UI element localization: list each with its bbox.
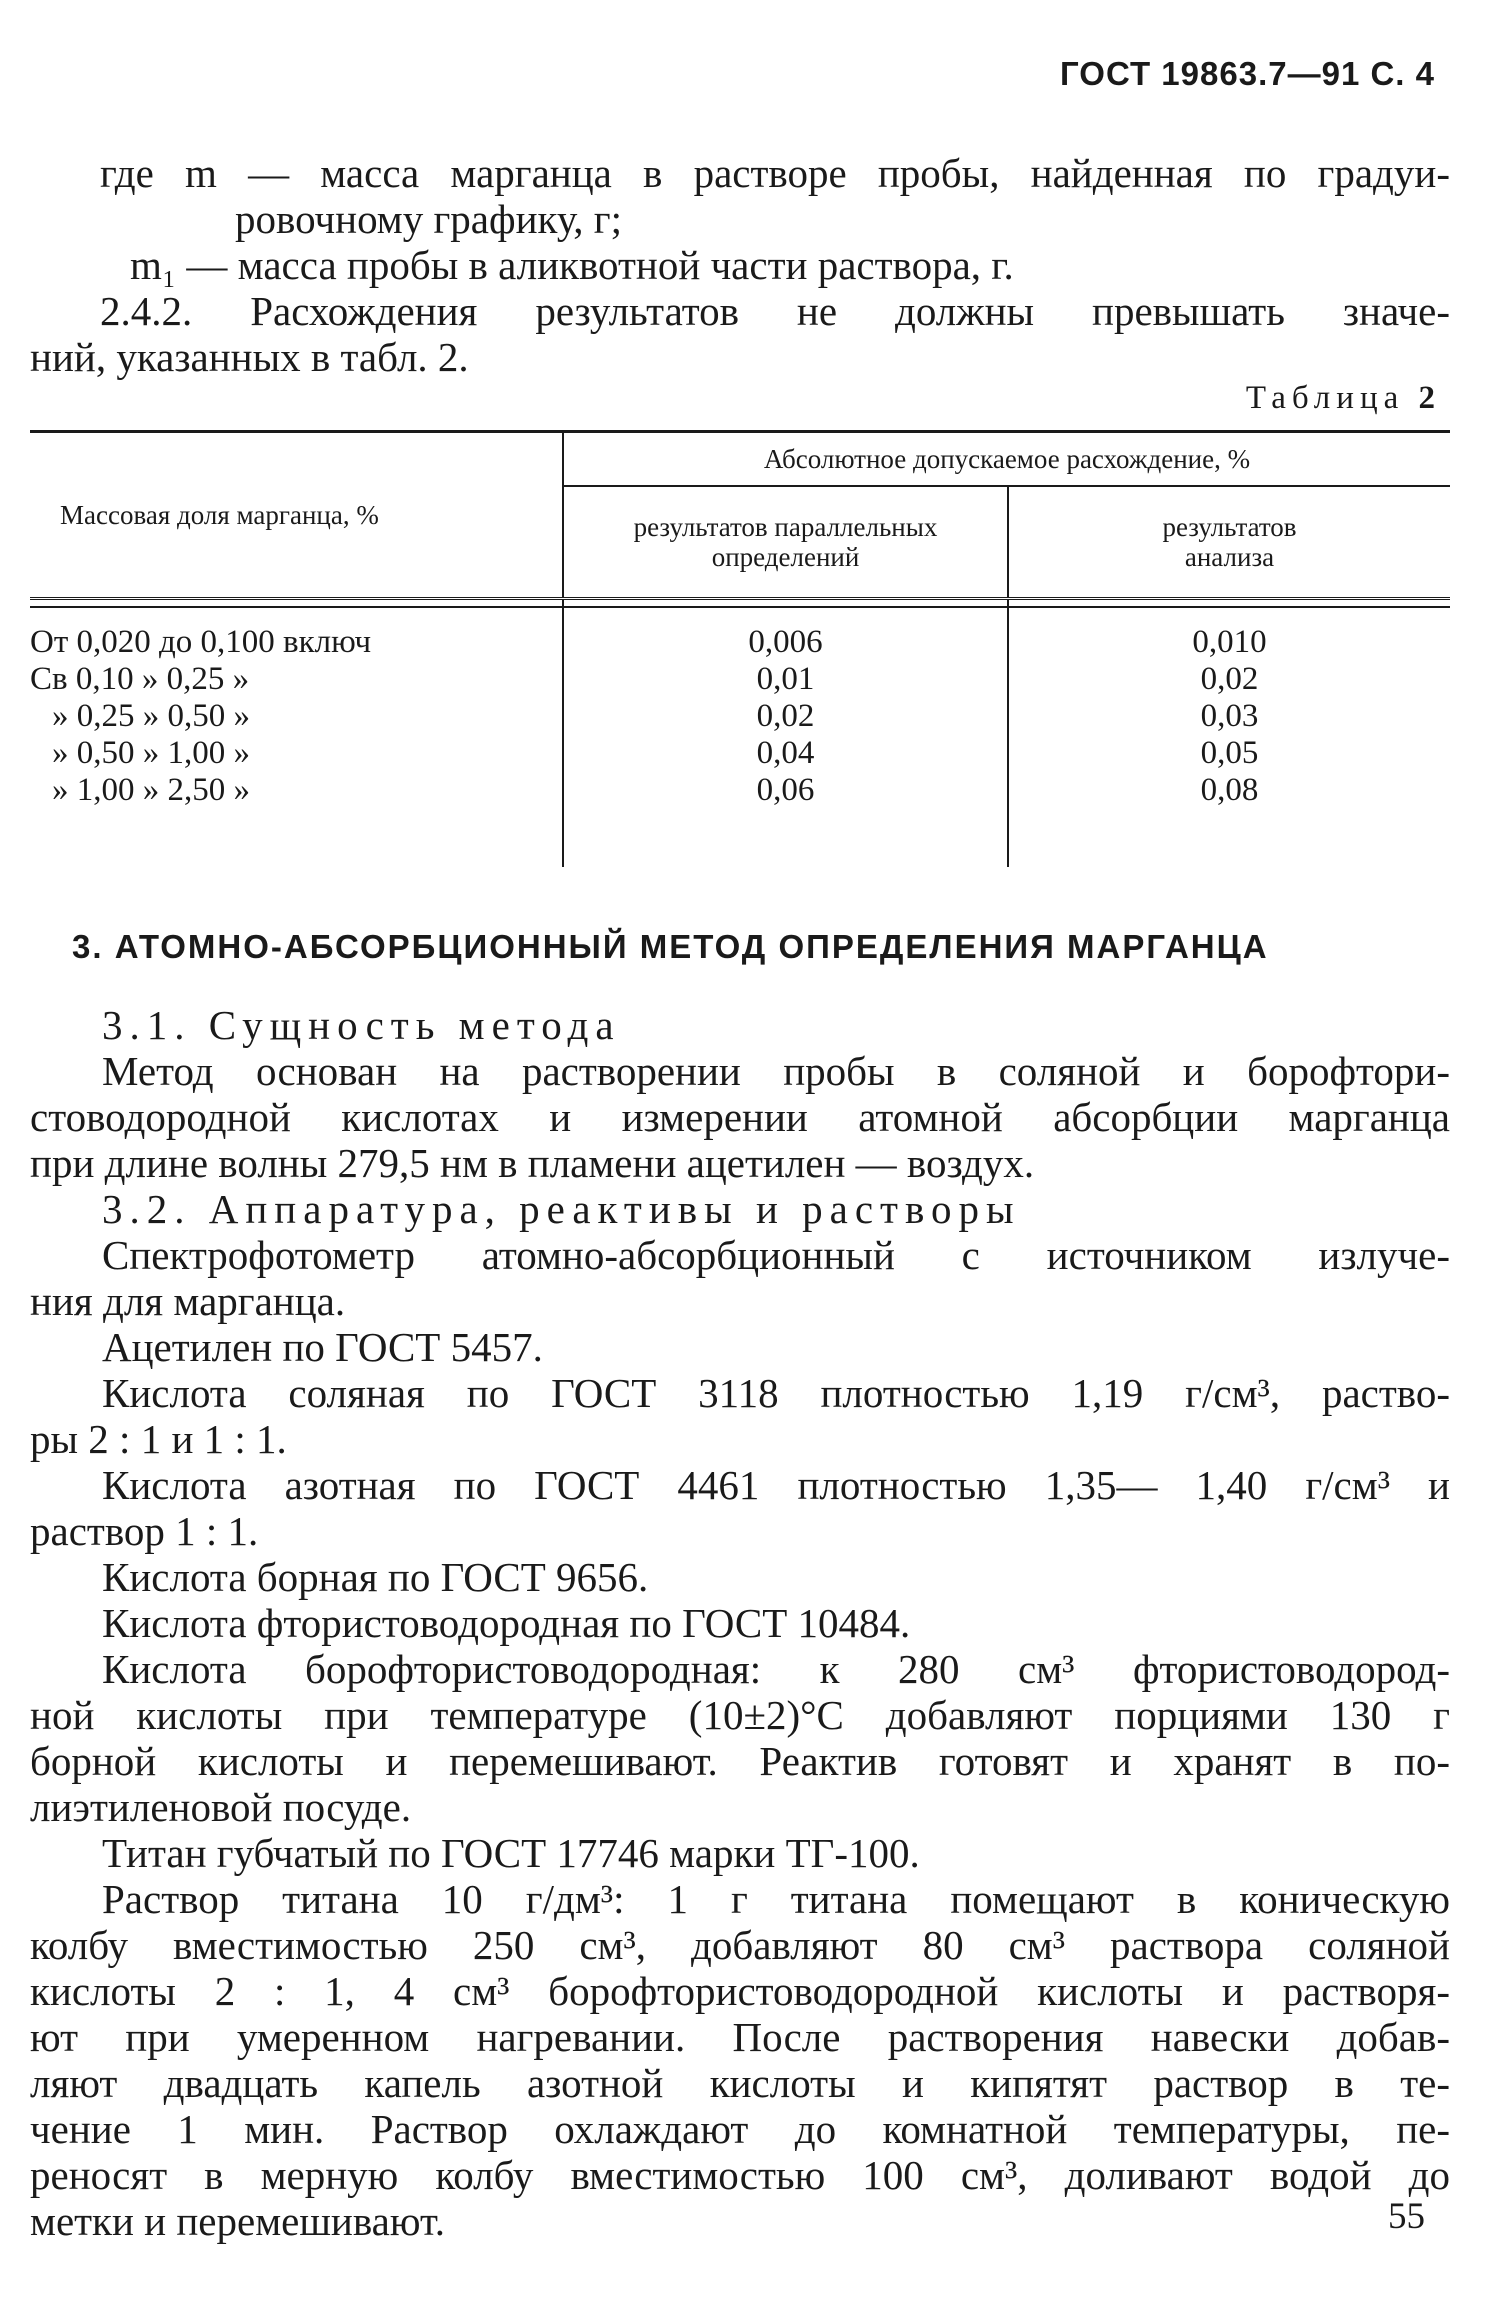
- range-cell: » 0,50 » 1,00 »: [52, 735, 250, 771]
- parallel-cell: 0,02: [563, 698, 1008, 735]
- parallel-cell: 0,04: [563, 735, 1008, 772]
- col-header-line: результатов параллельных: [633, 512, 938, 542]
- text-line: Метод основан на растворении пробы в соляной и борофтори-: [102, 1048, 1450, 1094]
- table-row: [30, 735, 1450, 772]
- col-header-line: результатов: [1162, 512, 1297, 542]
- col-header-mass-fraction: Массовая доля марганца, %: [60, 500, 379, 530]
- text-line: стоводородной кислотах и измерении атомной абсорбции марганца: [30, 1094, 1450, 1140]
- text-line: борной кислоты и перемешивают. Реактив готовят и хранят в по-: [30, 1738, 1450, 1784]
- col-header-line: анализа: [1184, 542, 1275, 572]
- analysis-cell: 0,03: [1008, 698, 1450, 735]
- text-line: ной кислоты при температуре (10±2)°С добавляют порциями 130 г: [30, 1692, 1450, 1738]
- table-row: [30, 624, 1450, 661]
- analysis-cell: 0,02: [1008, 661, 1450, 698]
- table-caption-word: Таблица: [1245, 380, 1405, 416]
- text-line: реносят в мерную колбу вместимостью 100 см³, доливают водой до: [30, 2152, 1450, 2198]
- range-cell: От 0,020 до 0,100 включ: [30, 624, 372, 660]
- parallel-cell: 0,006: [563, 624, 1008, 661]
- parallel-cell: 0,01: [563, 661, 1008, 698]
- text-line: метки и перемешивают.: [30, 2198, 446, 2244]
- range-cell: Св 0,10 » 0,25 »: [30, 661, 250, 697]
- text-line: Кислота борофтористоводородная: к 280 см³ фтористоводород-: [102, 1646, 1450, 1692]
- text-line: Ацетилен по ГОСТ 5457.: [102, 1324, 543, 1370]
- discrepancy-table: [30, 430, 1450, 867]
- text-line: ры 2 : 1 и 1 : 1.: [30, 1416, 287, 1462]
- text-line: Кислота борная по ГОСТ 9656.: [102, 1554, 649, 1600]
- formula-explanation: [30, 150, 1450, 380]
- range-cell: » 1,00 » 2,50 »: [52, 772, 250, 808]
- text-line: ют при умеренном нагревании. После растворения навески добав-: [30, 2014, 1450, 2060]
- running-header: ГОСТ 19863.7—91 С. 4: [1060, 55, 1435, 92]
- text-line: Кислота азотная по ГОСТ 4461 плотностью 1,35— 1,40 г/см³ и: [102, 1462, 1450, 1508]
- text-line: при длине волны 279,5 нм в пламени ацетилен — воздух.: [30, 1140, 1035, 1186]
- col-header-parallel: [563, 486, 1008, 599]
- text-line: где m — масса марганца в растворе пробы, найденная по градуи-: [100, 150, 1450, 196]
- section-3-title: 3. АТОМНО-АБСОРБЦИОННЫЙ МЕТОД ОПРЕДЕЛЕНИЯ МАРГАНЦА: [72, 928, 1269, 965]
- text-line: Титан губчатый по ГОСТ 17746 марки ТГ-100.: [102, 1830, 920, 1876]
- col-header-line: определений: [711, 542, 860, 572]
- range-cell: » 0,25 » 0,50 »: [52, 698, 250, 734]
- text-line: раствор 1 : 1.: [30, 1508, 259, 1554]
- text-line: 2.4.2. Расхождения результатов не должны превышать значе-: [100, 288, 1450, 334]
- table-row: [30, 661, 1450, 698]
- section-3-body: [30, 1002, 1450, 2244]
- text-line: Кислота фтористоводородная по ГОСТ 10484.: [102, 1600, 911, 1646]
- analysis-cell: 0,05: [1008, 735, 1450, 772]
- text-line: лиэтиленовой посуде.: [30, 1784, 412, 1830]
- table-row: [30, 698, 1450, 735]
- table-caption: [1246, 380, 1435, 417]
- text-line: ния для марганца.: [30, 1278, 346, 1324]
- col-header-analysis: [1008, 486, 1450, 599]
- text-line: ний, указанных в табл. 2.: [30, 334, 469, 380]
- table-caption-number: 2: [1418, 380, 1435, 416]
- text-line: колбу вместимостью 250 см³, добавляют 80 см³ раствора соляной: [30, 1922, 1450, 1968]
- parallel-cell: 0,06: [563, 772, 1008, 809]
- text-line: чение 1 мин. Раствор охлаждают до комнатной температуры, пе-: [30, 2106, 1450, 2152]
- group-header: Абсолютное допускаемое расхождение, %: [563, 432, 1450, 487]
- subsection-3-1-title: 3.1. Сущность метода: [102, 1002, 621, 1048]
- text-line: Кислота соляная по ГОСТ 3118 плотностью 1,19 г/см³, раство-: [102, 1370, 1450, 1416]
- subsection-3-2-title: 3.2. Аппаратура, реактивы и растворы: [102, 1186, 1021, 1232]
- text-line: ровочному графику, г;: [235, 196, 622, 242]
- analysis-cell: 0,08: [1008, 772, 1450, 809]
- analysis-cell: 0,010: [1008, 624, 1450, 661]
- text-line: Спектрофотометр атомно-абсорбционный с источником излуче-: [102, 1232, 1450, 1278]
- text-line: Раствор титана 10 г/дм³: 1 г титана помещают в коническую: [102, 1876, 1450, 1922]
- text-line: кислоты 2 : 1, 4 см³ борофтористоводородной кислоты и растворя-: [30, 1968, 1450, 2014]
- page-number: 55: [1388, 2196, 1425, 2237]
- text-line: ляют двадцать капель азотной кислоты и кипятят раствор в те-: [30, 2060, 1450, 2106]
- table-row: [30, 772, 1450, 809]
- text-line: m₁ — масса пробы в аликвотной части раствора, г.: [130, 242, 1014, 288]
